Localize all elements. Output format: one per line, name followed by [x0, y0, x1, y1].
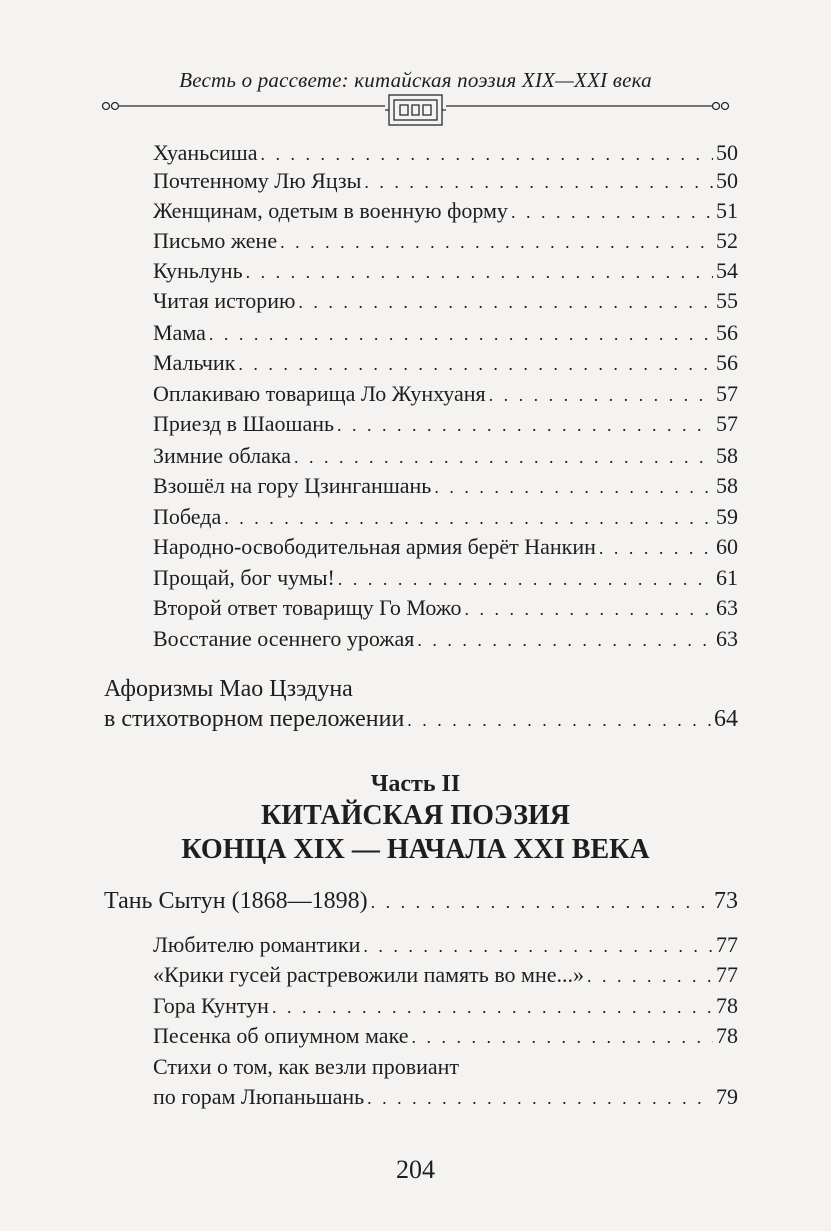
toc-entry-title: Оплакиваю товарища Ло Жунхуаня — [153, 381, 486, 406]
toc-entry-title-line2: по горам Люпаньшань — [153, 1084, 365, 1109]
dot-leader — [209, 324, 713, 345]
toc-entry[interactable] — [153, 198, 738, 230]
dot-leader — [411, 1027, 713, 1048]
toc-entry-page: 56 — [716, 350, 738, 375]
toc-entry-title: Хуаньсиша — [153, 140, 258, 165]
dot-leader — [465, 599, 713, 620]
dot-leader — [587, 966, 713, 987]
dot-leader — [238, 354, 713, 375]
toc-entry[interactable] — [153, 320, 738, 352]
dot-leader — [371, 892, 711, 913]
toc-entry-title: Куньлунь — [153, 258, 243, 283]
dot-leader — [367, 1088, 713, 1109]
dot-leader — [337, 415, 713, 436]
toc-entry[interactable] — [153, 411, 738, 443]
toc-entry[interactable] — [153, 595, 738, 627]
toc-entry-page: 61 — [716, 565, 738, 590]
toc-entry[interactable] — [153, 381, 738, 413]
toc-entry[interactable] — [153, 932, 738, 964]
toc-entry-title: Гора Кунтун — [153, 993, 269, 1018]
toc-entry[interactable] — [153, 626, 738, 658]
toc-entry[interactable] — [153, 962, 738, 994]
toc-entry[interactable] — [153, 473, 738, 505]
running-header: Весть о рассвете: китайская поэзия XIX—XXI века — [179, 68, 652, 92]
toc-entry[interactable] — [153, 168, 738, 200]
toc-entry-title: Прощай, бог чумы! — [153, 565, 335, 590]
toc-entry-title: Женщинам, одетым в военную форму — [153, 198, 508, 223]
toc-entry-page: 50 — [716, 140, 738, 165]
toc-entry-title-line1[interactable]: Афоризмы Мао Цзэдуна — [104, 676, 353, 702]
toc-entry-page: 78 — [716, 1023, 738, 1048]
dot-leader — [489, 385, 713, 406]
toc-entry-title: Любителю романтики — [153, 932, 361, 957]
toc-entry[interactable] — [153, 565, 738, 597]
toc-entry-title: Взошёл на гору Цзинганшань — [153, 473, 432, 498]
toc-entry-title: Восстание осеннего урожая — [153, 626, 415, 651]
dot-leader — [434, 477, 713, 498]
toc-entry-page: 78 — [716, 993, 738, 1018]
toc-entry-page: 73 — [714, 888, 738, 914]
toc-entry-title: Почтенному Лю Яцзы — [153, 168, 362, 193]
toc-entry-title: Мама — [153, 320, 206, 345]
page-number: 204 — [396, 1155, 435, 1184]
dot-leader — [246, 262, 713, 283]
toc-entry[interactable] — [153, 443, 738, 475]
toc-entry-page: 77 — [716, 932, 738, 957]
dot-leader — [599, 538, 713, 559]
toc-entry[interactable] — [153, 1084, 738, 1116]
dot-leader — [417, 630, 713, 651]
toc-entry-title: Приезд в Шаошань — [153, 411, 335, 436]
toc-entry-title: Второй ответ товарищу Го Можо — [153, 595, 462, 620]
dot-leader — [363, 936, 713, 957]
author-entry[interactable] — [104, 888, 738, 922]
toc-entry-page: 59 — [716, 504, 738, 529]
toc-entry-title: Песенка об опиумном маке — [153, 1023, 409, 1048]
toc-entry[interactable] — [104, 706, 738, 740]
dot-leader — [338, 569, 713, 590]
toc-entry-title: Письмо жене — [153, 228, 278, 253]
toc-entry-title: Зимние облака — [153, 443, 292, 468]
toc-entry-page: 64 — [714, 706, 738, 732]
toc-entry-page: 52 — [716, 228, 738, 253]
dot-leader — [407, 710, 711, 731]
toc-entry[interactable] — [153, 350, 738, 382]
dot-leader — [260, 144, 713, 165]
dot-leader — [298, 292, 713, 313]
dot-leader — [511, 202, 713, 223]
toc-entry-title: Читая историю — [153, 288, 296, 313]
toc-entry-page: 58 — [716, 473, 738, 498]
toc-entry[interactable] — [153, 288, 738, 320]
toc-entry-title: Мальчик — [153, 350, 236, 375]
part-title-line2: КОНЦА XIX — НАЧАЛА XXI ВЕКА — [181, 834, 650, 865]
toc-entry[interactable] — [153, 534, 738, 566]
dot-leader — [294, 447, 713, 468]
toc-entry-title-line1[interactable]: Стихи о том, как везли провиант — [153, 1054, 460, 1079]
part-label: Часть II — [370, 771, 461, 797]
header-ornament — [100, 92, 731, 132]
dot-leader — [364, 172, 713, 193]
toc-entry-page: 63 — [716, 626, 738, 651]
dot-leader — [280, 232, 713, 253]
toc-entry-page: 51 — [716, 198, 738, 223]
author-name: Тань Сытун (1868—1898) — [104, 888, 368, 914]
toc-entry-page: 57 — [716, 381, 738, 406]
toc-entry[interactable] — [153, 504, 738, 536]
toc-entry-title: Победа — [153, 504, 222, 529]
toc-entry-page: 56 — [716, 320, 738, 345]
toc-entry[interactable] — [153, 258, 738, 290]
toc-entry-page: 60 — [716, 534, 738, 559]
toc-entry-page: 58 — [716, 443, 738, 468]
part-title-line1: КИТАЙСКАЯ ПОЭЗИЯ — [261, 800, 570, 831]
toc-entry[interactable] — [153, 1023, 738, 1055]
dot-leader — [272, 997, 713, 1018]
toc-entry[interactable] — [153, 228, 738, 260]
toc-entry-page: 57 — [716, 411, 738, 436]
toc-entry-title: «Крики гусей растревожили память во мне...» — [153, 962, 585, 987]
toc-entry-page: 79 — [716, 1084, 738, 1109]
toc-entry-page: 55 — [716, 288, 738, 313]
toc-entry-page: 63 — [716, 595, 738, 620]
toc-entry[interactable] — [153, 993, 738, 1025]
toc-entry-title-line2: в стихотворном переложении — [104, 706, 405, 732]
toc-entry-page: 77 — [716, 962, 738, 987]
dot-leader — [224, 508, 713, 529]
toc-entry-page: 50 — [716, 168, 738, 193]
toc-entry-title: Народно-освободительная армия берёт Нанкин — [153, 534, 596, 559]
toc-entry-page: 54 — [716, 258, 738, 283]
